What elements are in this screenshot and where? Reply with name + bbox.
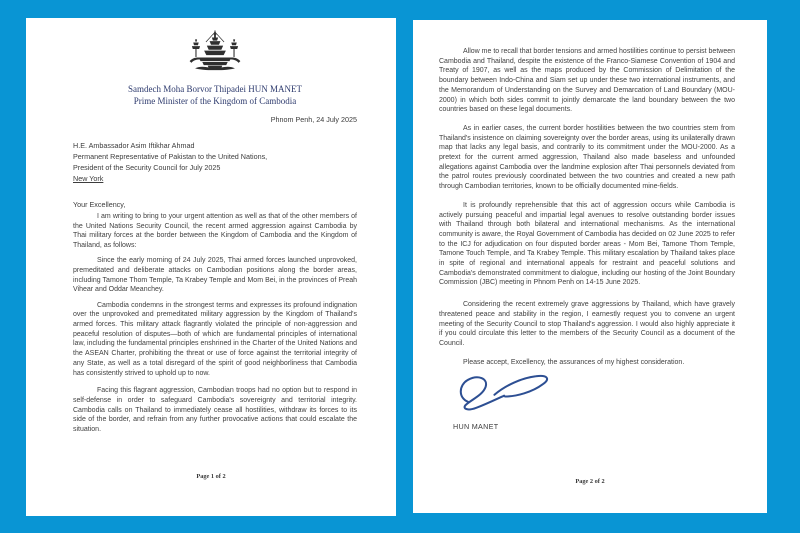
page2-paragraph-1: Allow me to recall that border tensions and armed hostilities continue to persist between Cambodia and Thailand, despite the existence of the Franco-Siamese Convention of 1904 and Treaty of 1907, as well as the maps produced by the Commission of Delimitation of the boundary between Indo-China and Siam set up under these two international instruments, and the Memorandum of Understanding on the Survey and Demarcation of Land Boundary (MOU-2000) in which both sides commit to jointly demarcate the land boundary between the two countries based on these legal documents.	[439, 48, 735, 114]
page1-paragraph-1: I am writing to bring to your urgent attention as well as that of the other members of the United Nations Security Council, the recent armed aggression against Cambodia by Thai military forces at the border between the Kingdom of Cambodia and the Kingdom of Thailand, as follows:	[73, 213, 357, 250]
page2-paragraph-3: It is profoundly reprehensible that this act of aggression occurs while Cambodia is actively pursuing peaceful and impartial legal avenues to resolve outstanding border issues with Thailand through both bilateral and international mechanisms. As the international community is aware, the Royal Government of Cambodia has decided on 02 June 2025 to refer to the ICJ for adjudication on four disputed border areas - Mom Bei, Tamone Thom Temple, Tamone Touch Temple, and Ta Krabey Temple. This military escalation by Thailand takes place in spite of regional and international appeals for restraint and peaceful solutions and Cambodia's demonstrated commitment to dialogue, including our hosting of the Joint Boundary Commission (JBC) meeting in Phnom Penh on 14-15 June 2025.	[439, 201, 735, 287]
letter-page-2	[413, 20, 767, 513]
recipient-title: Permanent Representative of Pakistan to the United Nations,	[73, 152, 268, 161]
page2-closing-line: Please accept, Excellency, the assurances of my highest consideration.	[463, 358, 685, 366]
recipient-block	[73, 140, 357, 184]
letter-page-1	[26, 18, 396, 516]
page2-footer: Page 2 of 2	[575, 478, 605, 485]
page2-paragraph-2: As in earlier cases, the current border hostilities between the two countries stem from Thailand's insistence on claiming sovereignty over the border areas, using its unilaterally drawn map that lacks any legal basis, and contrarily to its commitment under the MOU-2000. As a pretext for the current armed aggression, Thailand also made baseless and unfounded allegations against Cambodia over the landmine explosion after Thai personnels deviated from the patrol routes previously coordinated between the two countries and created a new path through Cambodian territories, known to be officially documented mine-fields.	[439, 124, 735, 191]
letterhead-name: Samdech Moha Borvor Thipadei HUN MANET	[127, 84, 303, 94]
page1-footer: Page 1 of 2	[196, 473, 226, 480]
cambodia-royal-arms-icon	[73, 30, 357, 79]
recipient-name: H.E. Ambassador Asim Iftikhar Ahmad	[73, 141, 195, 150]
recipient-city: New York	[73, 174, 104, 183]
page1-paragraph-3: Cambodia condemns in the strongest terms and expresses its profound indignation over the unprovoked and premeditated military aggression by the Kingdom of Thailand's armed forces. This military attack flagrantly violated the principle of non-aggression and peaceful resolution of disputes—both of which are fundamental principles of international law, including the fundamental principles enshrined in the Charter of the United Nations and the ASEAN Charter, prohibiting the threat or use of force against the territorial integrity of any State, as well as a total disregard of the spirit of good neighborliness that Cambodia has consistently strived to uphold up to now.	[73, 301, 357, 377]
recipient-role: President of the Security Council for July 2025	[73, 163, 221, 172]
dateline: Phnom Penh, 24 July 2025	[270, 115, 357, 124]
salutation: Your Excellency,	[73, 200, 126, 209]
page2-paragraph-4: Considering the recent extremely grave aggressions by Thailand, which have gravely threatened peace and stability in the region, I earnestly request you to convene an urgent meeting of the Security Council to stop Thailand's aggression. I would also highly appreciate it if you could circulate this letter to the members of the Security Council as a document of the Council.	[439, 301, 735, 347]
letterhead-title: Prime Minister of the Kingdom of Cambodia	[133, 96, 297, 106]
signature-icon	[453, 371, 735, 420]
page1-paragraph-2: Since the early morning of 24 July 2025, Thai armed forces launched unprovoked, premeditated and deliberate attacks on Cambodian positions along the border areas, including Tamone Thom Temple, Ta Krabey Temple and Mom Bei, in the provinces of Preah Vihear and Oddar Meanchey.	[73, 257, 357, 294]
page1-paragraph-4: Facing this flagrant aggression, Cambodian troops had no option but to respond in self-defense in order to safeguard Cambodia's sovereignty and territorial integrity. Cambodia calls on Thailand to immediately cease all hostilities, withdraw its forces to its side of the border, and refrain from any further provocative actions that could escalate the situation.	[73, 387, 357, 434]
signature-name: HUN MANET	[453, 422, 499, 432]
